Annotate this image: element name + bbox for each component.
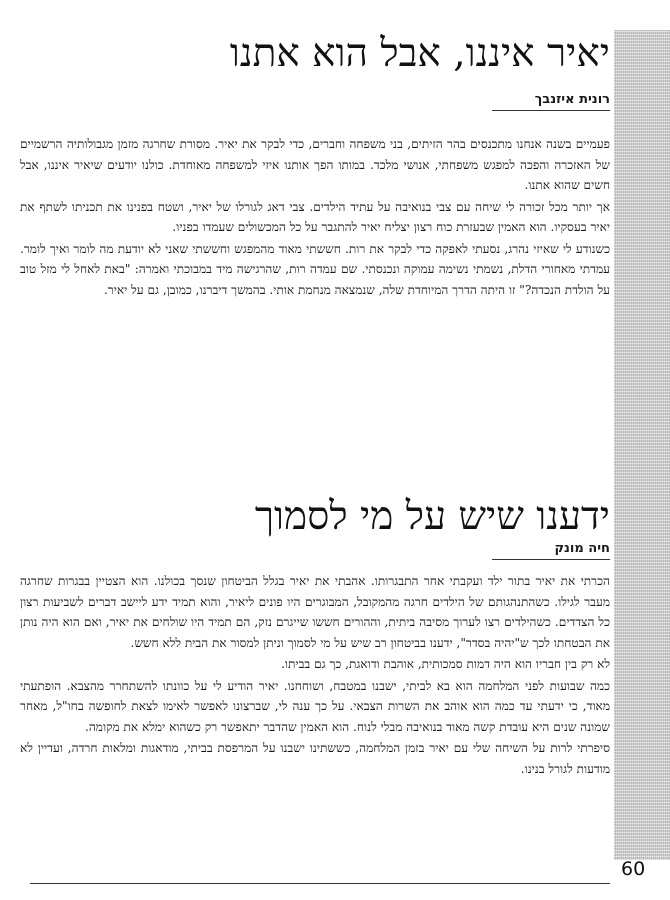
article-2 [20,493,610,833]
paragraph: סיפרתי לרות על השיחה שלי עם יאיר בזמן המלחמה, כששתינו ישבנו על המרפסת בביתי, מודאגות ומלאות חרדה, ועדיין לא מודעות לגורל בנינו. [20,741,610,776]
footer-rule [30,883,610,884]
paragraph: הכרתי את יאיר בתור ילד ועקבתי אחר התבגרותו. אהבתי את יאיר בגלל הביטחון שנסך בכולנו. הוא הצטיין בבגרות שחרגה מעבר לגילו. כשהתנהגותם של הילדים חרגה מהמקובל, המבוגרים היו פונים ליאיר, והוא תמיד ידע ליישב דברים לשביעות רצון כל הצדדים. כשהילדים רצו לערוך מסיבה ביתית, וההורים חששו שייגרם נזק, הם תמיד היו שולחים את יאיר, ואם הוא היה נותן את הבטחתו לכך ש"יהיה בסדר", ידענו בביטחון רב שיש על מי לסמוך וניתן למסור את הבית ללא חשש. [20,574,610,650]
paragraph: אך יותר מכל זכורה לי שיחה עם צבי בנואיבה על עתיד הילדים. צבי דאג לגורלו של יאיר, ושטח בפנינו את תכניתו לשתף את יאיר בעסקיו. הוא האמין שבעזרת כוח רצון יצליח יאיר להתגבר על כל המכשולים שעמדו בפניו. [20,199,610,234]
article-1-author: רונית איזנבך [492,92,610,111]
article-2-author: חיה מונק [492,541,610,560]
paragraph: כמה שבועות לפני המלחמה הוא בא לביתי, ישבנו במטבח, ושוחחנו. יאיר הודיע לי על כוונתו להשתחרר מהצבא. הופתעתי מאוד, כי ידעתי עד כמה הוא אוהב את השרות הצבאי. על כך ענה לי, שברצונו לאפשר לאימו לצאת לחופשה בחו"ל, מאחר שמונה שנים היא עובדת קשה מאוד בנואיבה מבלי לנוח. הוא האמין שהדבר יתאפשר רק כשהוא ימלא את מקומה. [20,678,610,734]
page-number: 60 [621,858,646,880]
page-edge-shadow [614,30,670,860]
paragraph: לא רק בין חבריו הוא היה דמות סמכותית, אוהבת ודואגת, כך גם בביתו. [281,657,610,671]
article-2-body [20,571,610,780]
paragraph: כשנודע לי שאיזי נהרג, נסעתי לאפקה כדי לבקר את רות. חששתי מאוד מהמפגש וחששתי שאני לא יודעת מה לומר ואיך לומר. עמדתי מאחורי הדלת, נשמתי נשימה עמוקה ונכנסתי. שם עמדה רות, שהרגישה מיד במבוכתי ואמרה: "באת לאחל לי מזל טוב על הולדת הנכדה?" זו היתה הדרך המיוחדת שלה, שנמצאה מנחמת אותי. בהמשך דיברנו, כמובן, גם על יאיר. [20,241,610,297]
article-1 [20,30,610,330]
article-2-title: ידענו שיש על מי לסמוך [254,494,610,539]
article-1-body [20,134,610,301]
paragraph: פעמיים בשנה אנחנו מתכנסים בהר הזיתים, בני משפחה וחברים, כדי לבקר את יאיר. מסורת שחרגה מזמן מגבולותיה הרשמיים של האזכרה והפכה למפגש משפחתי, אנושי מלכד. במותו הפך אותנו איזי למשפחה מאוחדת. כולנו יודעים שיאיר איננו, אבל חשים שהוא אתנו. [20,137,610,192]
article-1-title: יאיר איננו, אבל הוא אתנו [229,31,610,76]
